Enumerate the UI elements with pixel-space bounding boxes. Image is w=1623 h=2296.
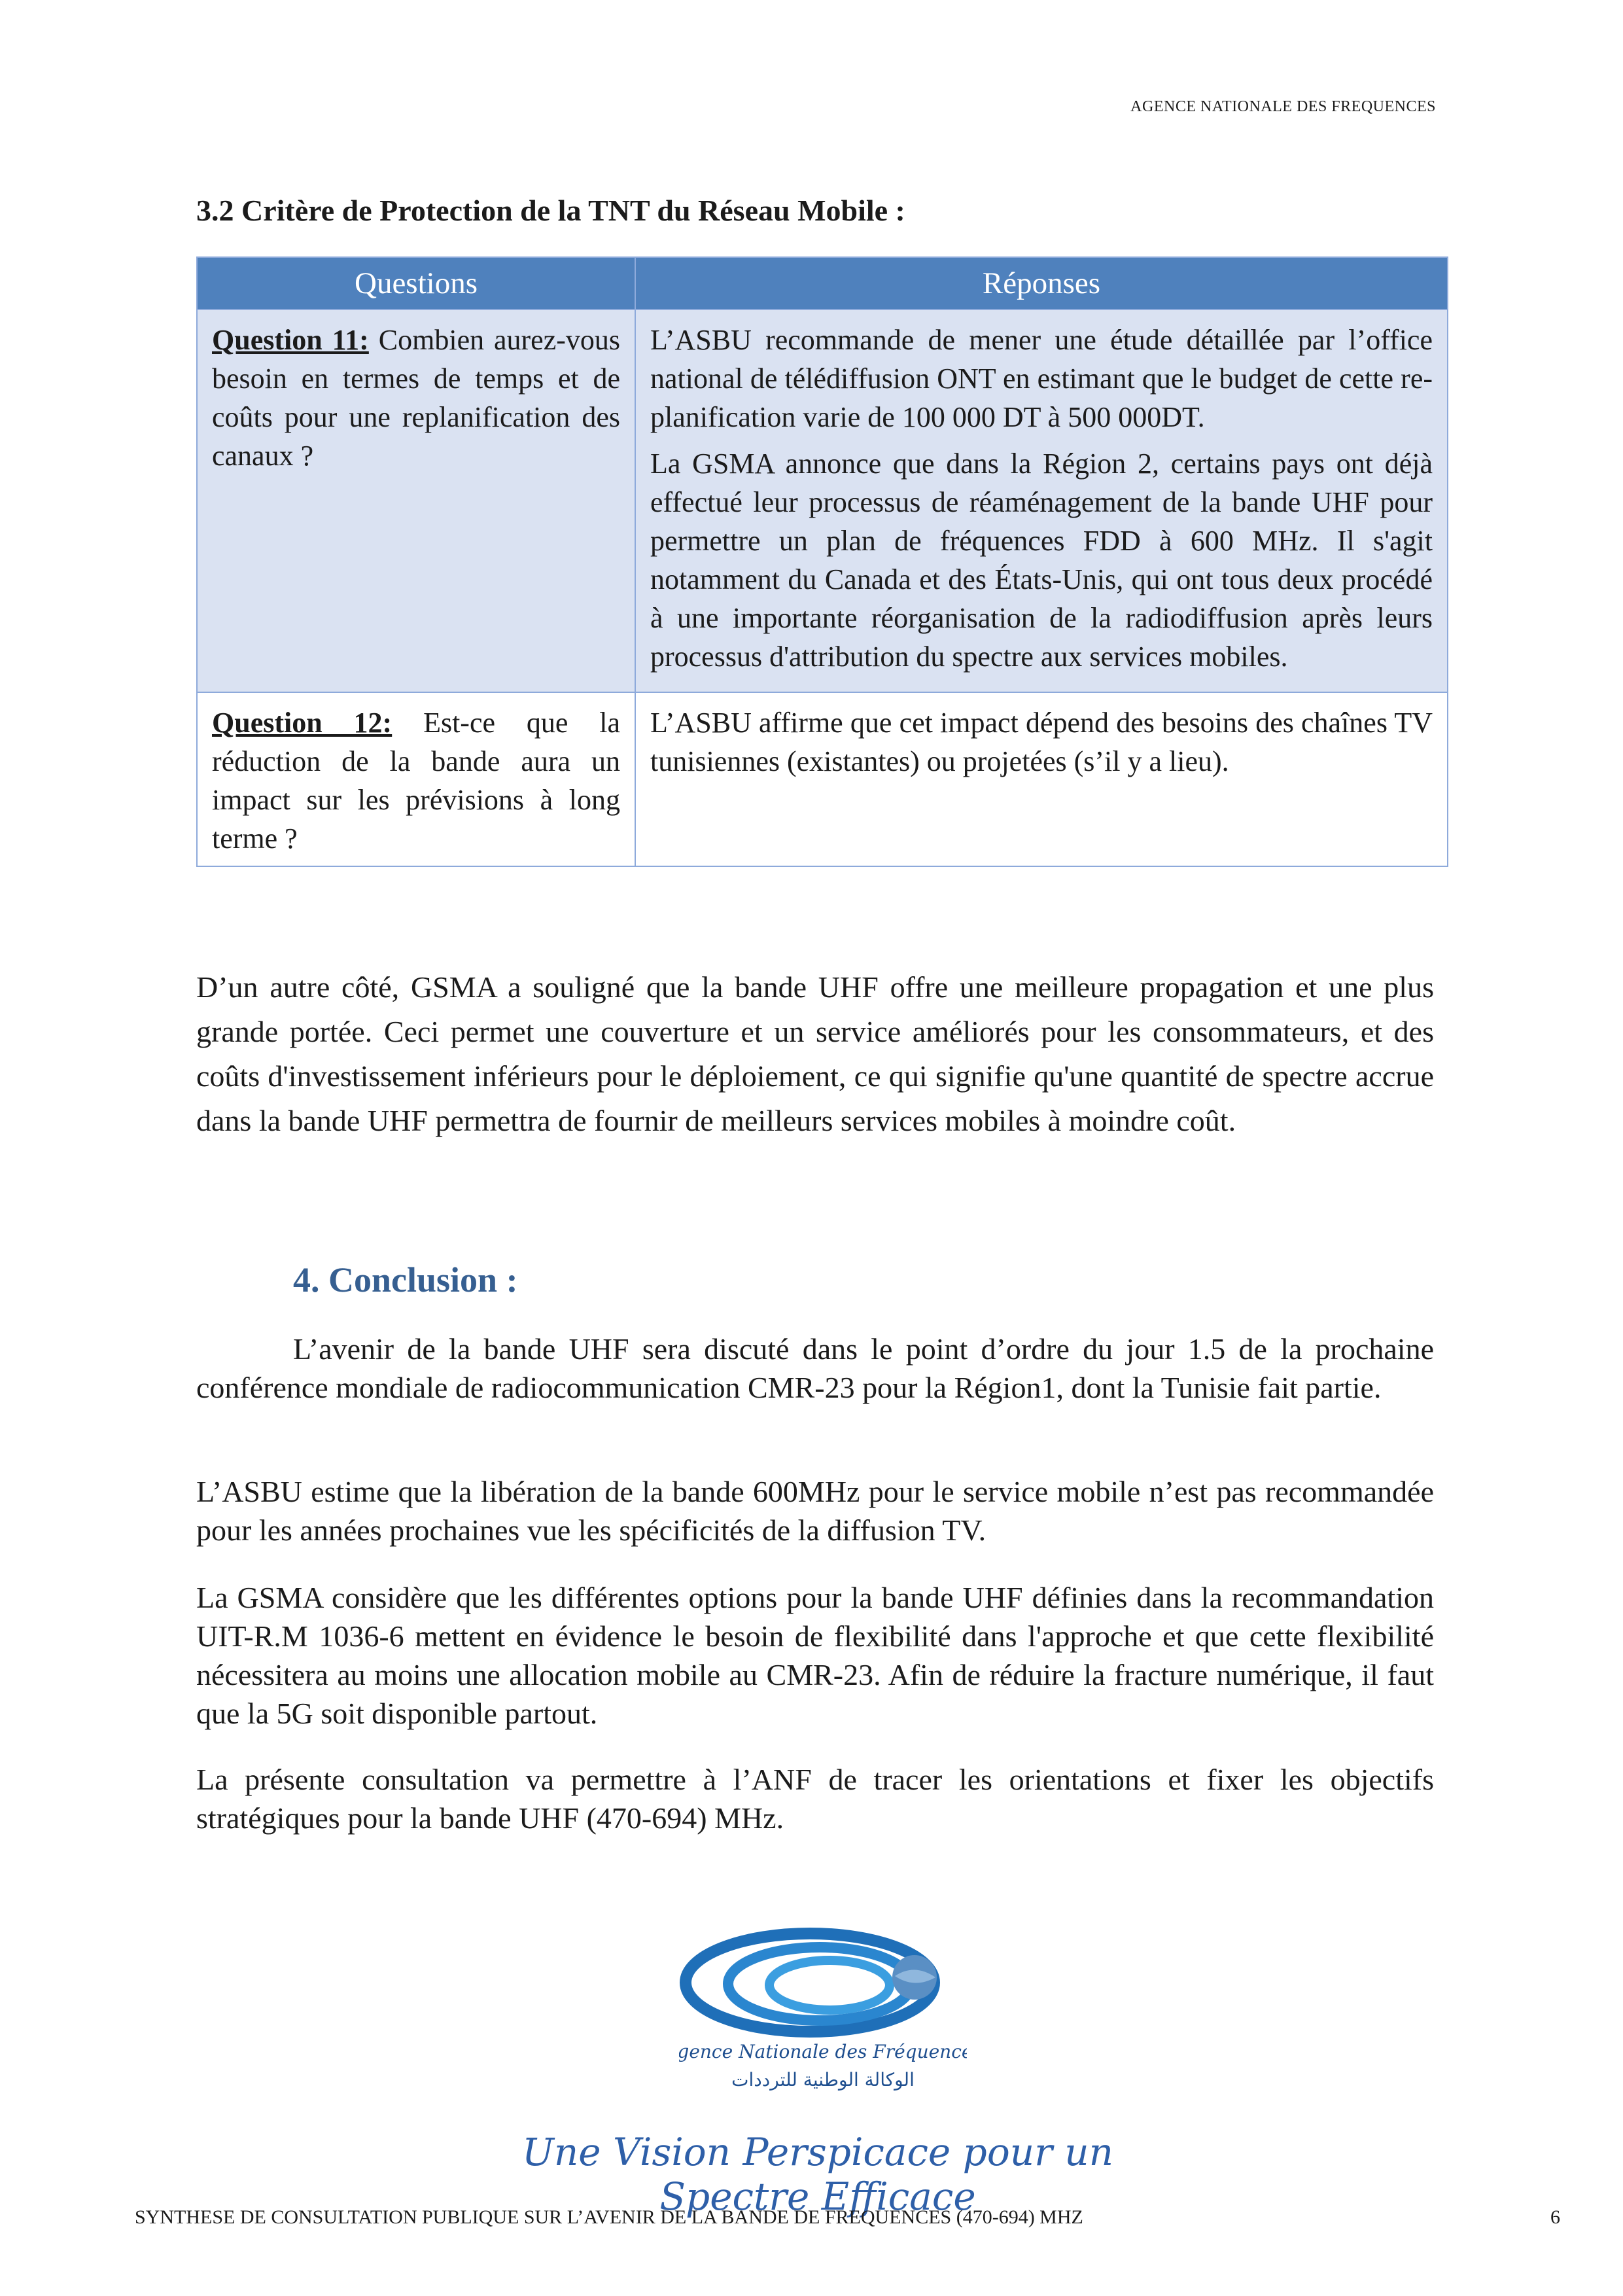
qa-table [196, 256, 1448, 867]
question-label: Question 12: [212, 707, 393, 739]
conclusion-paragraph-4: La présente consultation va permettre à l’ANF de tracer les orientations et fixer les objectifs stratégiques pour la bande UHF (470-694) MHz. [196, 1763, 1434, 1835]
question-label: Question 11: [212, 324, 369, 356]
question-text: Est-ce que la réduction de la bande aura un impact sur les prévisions à long terme ? [212, 707, 620, 855]
slogan: Une Vision Perspicace pour un Spectre Efficace [522, 2130, 1113, 2219]
agency-logo [679, 1924, 967, 2100]
answer-cell [635, 692, 1448, 866]
agency-emblem-icon [679, 1924, 967, 2100]
table-row [197, 692, 1448, 866]
running-header: AGENCE NATIONALE DES FREQUENCES [1130, 98, 1436, 115]
question-cell [197, 692, 635, 866]
conclusion-heading: 4. Conclusion : [293, 1260, 518, 1299]
after-table-paragraph: D’un autre côté, GSMA a souligné que la bande UHF offre une meilleure propagation et une plus grande portée. Ceci permet une couverture et un service améliorés pour les consommateurs, et des coûts d'investissement inférieurs pour le déploiement, ce qui signifie qu'une quantité de spectre accrue dans la bande UHF permettra de fournir de meilleurs services mobiles à moindre coût. [196, 970, 1434, 1137]
running-footer: SYNTHESE DE CONSULTATION PUBLIQUE SUR L’AVENIR DE LA BANDE DE FREQUENCES (470-694) MHZ [135, 2206, 1083, 2228]
table-header-row [197, 257, 1448, 309]
logo-text-fr: Agence Nationale des Fréquences [679, 2041, 967, 2062]
section-title: 3.2 Critère de Protection de la TNT du Réseau Mobile : [196, 194, 905, 227]
answer-paragraph: La GSMA annonce que dans la Région 2, certains pays ont déjà effectué leur processus de réaménagement de la bande UHF pour permettre un plan de fréquences FDD à 600 MHz. Il s'agit notamment du Canada et des États-Unis, qui ont tous deux procédé à une importante réorganisation de la radiodiffusion après leurs processus d'attribution du spectre aux services mobiles. [650, 448, 1433, 673]
table-row [197, 309, 1448, 692]
col-header-questions: Questions [197, 257, 635, 309]
col-header-reponses: Réponses [635, 257, 1448, 309]
conclusion-paragraph-1: L’avenir de la bande UHF sera discuté dans le point d’ordre du jour 1.5 de la prochaine conférence mondiale de radiocommunication CMR-23 pour la Région1, dont la Tunisie fait partie. [196, 1332, 1434, 1404]
question-cell [197, 309, 635, 692]
answer-paragraph: L’ASBU affirme que cet impact dépend des besoins des chaînes TV tunisiennes (existantes) ou projetées (s’il y a lieu). [650, 707, 1433, 777]
logo-text-ar: الوكالة الوطنية للترددات [731, 2069, 915, 2091]
conclusion-paragraph-2: L’ASBU estime que la libération de la bande 600MHz pour le service mobile n’est pas recommandée pour les années prochaines vue les spécificités de la diffusion TV. [196, 1475, 1434, 1547]
conclusion-paragraph-3: La GSMA considère que les différentes options pour la bande UHF définies dans la recommandation UIT-R.M 1036-6 mettent en évidence le besoin de flexibilité dans l'approche et que cette flexibilité nécessitera au moins une allocation mobile au CMR-23. Afin de réduire la fracture numérique, il faut que la 5G soit disponible partout. [196, 1581, 1434, 1730]
answer-cell [635, 309, 1448, 692]
answer-paragraph: L’ASBU recommande de mener une étude détaillée par l’office national de télédiffusion ONT en estimant que le budget de cette re-planification varie de 100 000 DT à 500 000DT. [650, 324, 1433, 433]
page-number: 6 [1550, 2206, 1560, 2228]
question-text: Combien aurez-vous besoin en termes de temps et de coûts pour une replanification des canaux ? [212, 324, 621, 472]
